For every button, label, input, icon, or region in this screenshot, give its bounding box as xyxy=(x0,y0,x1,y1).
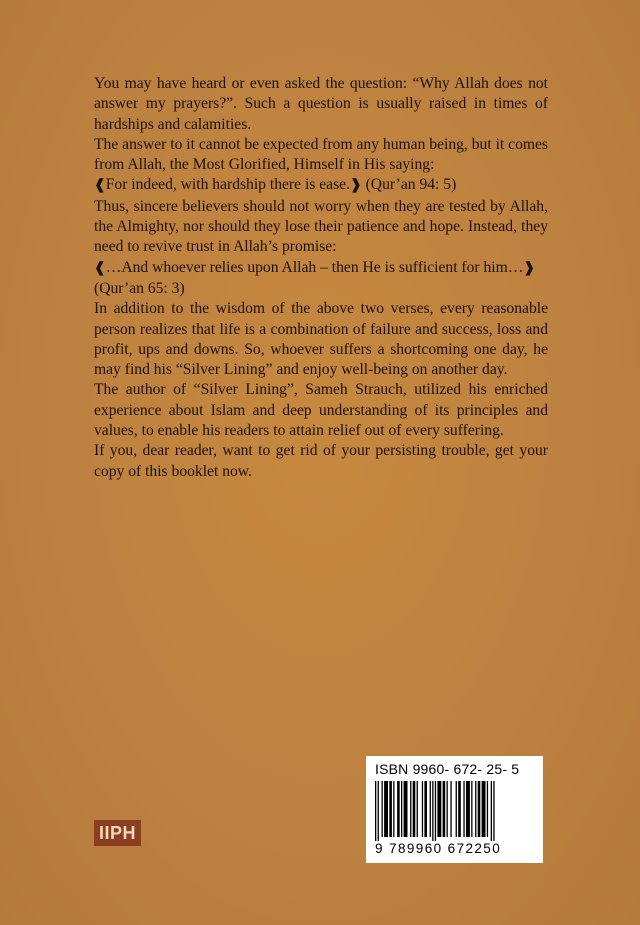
publisher-logo-text: IIPH xyxy=(94,820,141,846)
barcode-bar xyxy=(482,781,486,837)
quote-open-mark: ❰ xyxy=(94,178,106,194)
barcode-bar xyxy=(432,781,433,841)
quote-close-mark: ❱ xyxy=(349,178,362,194)
quote-close-mark: ❱ xyxy=(523,260,536,276)
paragraph-answer: The answer to it cannot be expected from any human being, but it comes from Allah, the Most Glorified, Himself in His saying: xyxy=(94,135,548,174)
barcode-bar xyxy=(404,781,408,837)
barcode-bar xyxy=(397,781,400,837)
verse-quote-1 xyxy=(94,175,548,196)
barcode-bar xyxy=(424,781,427,837)
barcode-bar xyxy=(478,781,481,837)
barcode-bar xyxy=(417,781,418,837)
verse-text-2: …And whoever relies upon Allah – then He is sufficient for him… xyxy=(105,258,524,276)
barcode-bar xyxy=(401,781,402,837)
barcode-bar xyxy=(422,781,423,837)
paragraph-author: The author of “Silver Lining”, Sameh Strauch, utilized his enriched experience about Islam and deep understanding of its principles and values, to enable his readers to attain relief out of every suffering. xyxy=(94,381,548,440)
barcode-bar xyxy=(463,781,464,837)
verse-ref-2: (Qur’an 65: 3) xyxy=(94,279,185,297)
barcode-bar xyxy=(435,781,436,841)
barcode-bar xyxy=(389,781,392,837)
isbn-number: ISBN 9960- 672- 25- 5 xyxy=(375,761,520,777)
paragraph-call-to-action: If you, dear reader, want to get rid of your persisting trouble, get your copy of this booklet now. xyxy=(94,442,548,480)
barcode-bars xyxy=(375,781,534,841)
barcode-bar xyxy=(475,781,476,837)
barcode-bar xyxy=(384,781,388,837)
barcode-bar xyxy=(413,781,416,837)
barcode-bar xyxy=(437,781,441,837)
barcode-bar xyxy=(410,781,411,837)
ean-digits: 9 789960 672250 xyxy=(375,841,502,856)
barcode-bar xyxy=(378,781,379,841)
barcode-bar xyxy=(456,781,457,837)
barcode-bar xyxy=(430,781,431,837)
publisher-logo xyxy=(94,820,150,846)
verse-text-1: For indeed, with hardship there is ease. xyxy=(105,176,350,194)
paragraph-intro: You may have heard or even asked the question: “Why Allah does not answer my prayers?”. Such a question is usually raised in times of hardships and calamities. xyxy=(94,75,548,133)
isbn-barcode xyxy=(366,756,543,863)
barcode-bar xyxy=(491,781,492,841)
barcode-bar xyxy=(375,781,376,841)
barcode-bar xyxy=(466,781,470,837)
barcode-bar xyxy=(450,781,451,837)
barcode-bar xyxy=(471,781,472,837)
barcode-bar xyxy=(487,781,488,837)
verse-ref-1: (Qur’an 94: 5) xyxy=(361,176,457,194)
paragraph-wisdom: In addition to the wisdom of the above two verses, every reasonable person realizes that life is a combination of failure and success, loss and profit, ups and downs. So, whoever suffers a shortcoming one day, he may find his “Silver Lining” and enjoy well-being on another day. xyxy=(94,300,548,379)
verse-quote-2 xyxy=(94,258,548,279)
barcode-bar xyxy=(447,781,448,837)
barcode-bar xyxy=(458,781,461,837)
barcode-bar xyxy=(493,781,494,841)
quote-open-mark: ❰ xyxy=(94,260,106,276)
barcode-bar xyxy=(382,781,383,837)
paragraph-believers: Thus, sincere believers should not worry when they are tested by Allah, the Almighty, nor should they lose their patience and hope. Instead, they need to revive trust in Allah’s promise: xyxy=(94,197,548,256)
barcode-bar xyxy=(443,781,446,837)
barcode-bar xyxy=(393,781,394,837)
back-cover-blurb xyxy=(94,74,548,482)
